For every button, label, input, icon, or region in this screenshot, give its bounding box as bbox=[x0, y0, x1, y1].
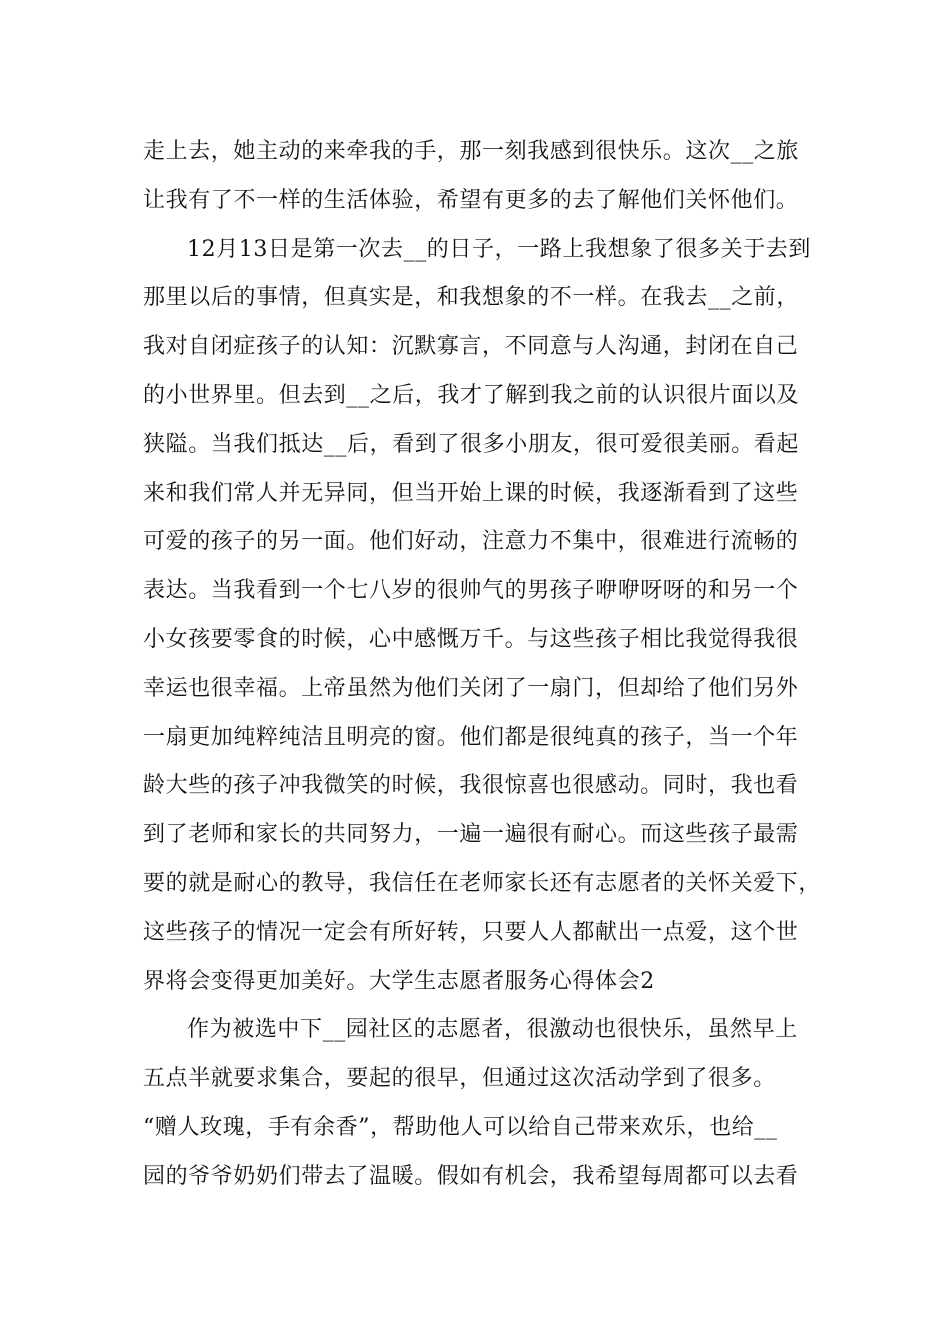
text-line: 那里以后的事情，但真实是，和我想象的不一样。在我去__之前， bbox=[143, 285, 800, 311]
text-line: 幸运也很幸福。上帝虽然为他们关闭了一扇门，但却给了他们另外 bbox=[143, 675, 799, 701]
text-line: 让我有了不一样的生活体验，希望有更多的去了解他们关怀他们。 bbox=[143, 187, 799, 213]
text-line: 要的就是耐心的教导，我信任在老师家长还有志愿者的关怀关爱下， bbox=[143, 870, 822, 896]
text-line: 龄大些的孩子冲我微笑的时候，我很惊喜也很感动。同时，我也看 bbox=[143, 773, 799, 799]
text-line: 界将会变得更加美好。大学生志愿者服务心得体会2 bbox=[143, 968, 655, 994]
text-line: 我对自闭症孩子的认知：沉默寡言，不同意与人沟通，封闭在自己 bbox=[143, 334, 799, 360]
text-line: 小女孩要零食的时候，心中感慨万千。与这些孩子相比我觉得我很 bbox=[143, 626, 799, 652]
text-line: 一扇更加纯粹纯洁且明亮的窗。他们都是很纯真的孩子，当一个年 bbox=[143, 724, 799, 750]
text-line: 12月13日是第一次去__的日子，一路上我想象了很多关于去到 bbox=[187, 236, 811, 262]
document-body bbox=[143, 128, 823, 1202]
text-line: 走上去，她主动的来牵我的手，那一刻我感到很快乐。这次__之旅 bbox=[143, 139, 800, 164]
text-line: “赠人玫瑰，手有余香”，帮助他人可以给自己带来欢乐，也给__ bbox=[143, 1114, 778, 1140]
text-line: 狭隘。当我们抵达__后，看到了很多小朋友，很可爱很美丽。看起 bbox=[143, 431, 800, 457]
text-line: 表达。当我看到一个七八岁的很帅气的男孩子咿咿呀呀的和另一个 bbox=[143, 578, 799, 604]
text-line: 作为被选中下__园社区的志愿者，很激动也很快乐，虽然早上 bbox=[187, 1017, 798, 1043]
text-line: 园的爷爷奶奶们带去了温暖。假如有机会，我希望每周都可以去看 bbox=[143, 1163, 799, 1189]
text-line: 来和我们常人并无异同，但当开始上课的时候，我逐渐看到了这些 bbox=[143, 480, 799, 506]
text-line: 五点半就要求集合，要起的很早，但通过这次活动学到了很多。 bbox=[143, 1066, 776, 1092]
text-line: 这些孩子的情况一定会有所好转，只要人人都献出一点爱，这个世 bbox=[143, 919, 799, 945]
paragraph-2 bbox=[143, 226, 823, 1007]
text-line: 到了老师和家长的共同努力，一遍一遍很有耐心。而这些孩子最需 bbox=[143, 822, 799, 848]
paragraph-3 bbox=[143, 1006, 823, 1201]
paragraph-1 bbox=[143, 128, 823, 226]
text-line: 的小世界里。但去到__之后，我才了解到我之前的认识很片面以及 bbox=[143, 382, 800, 408]
text-line: 可爱的孩子的另一面。他们好动，注意力不集中，很难进行流畅的 bbox=[143, 529, 799, 555]
